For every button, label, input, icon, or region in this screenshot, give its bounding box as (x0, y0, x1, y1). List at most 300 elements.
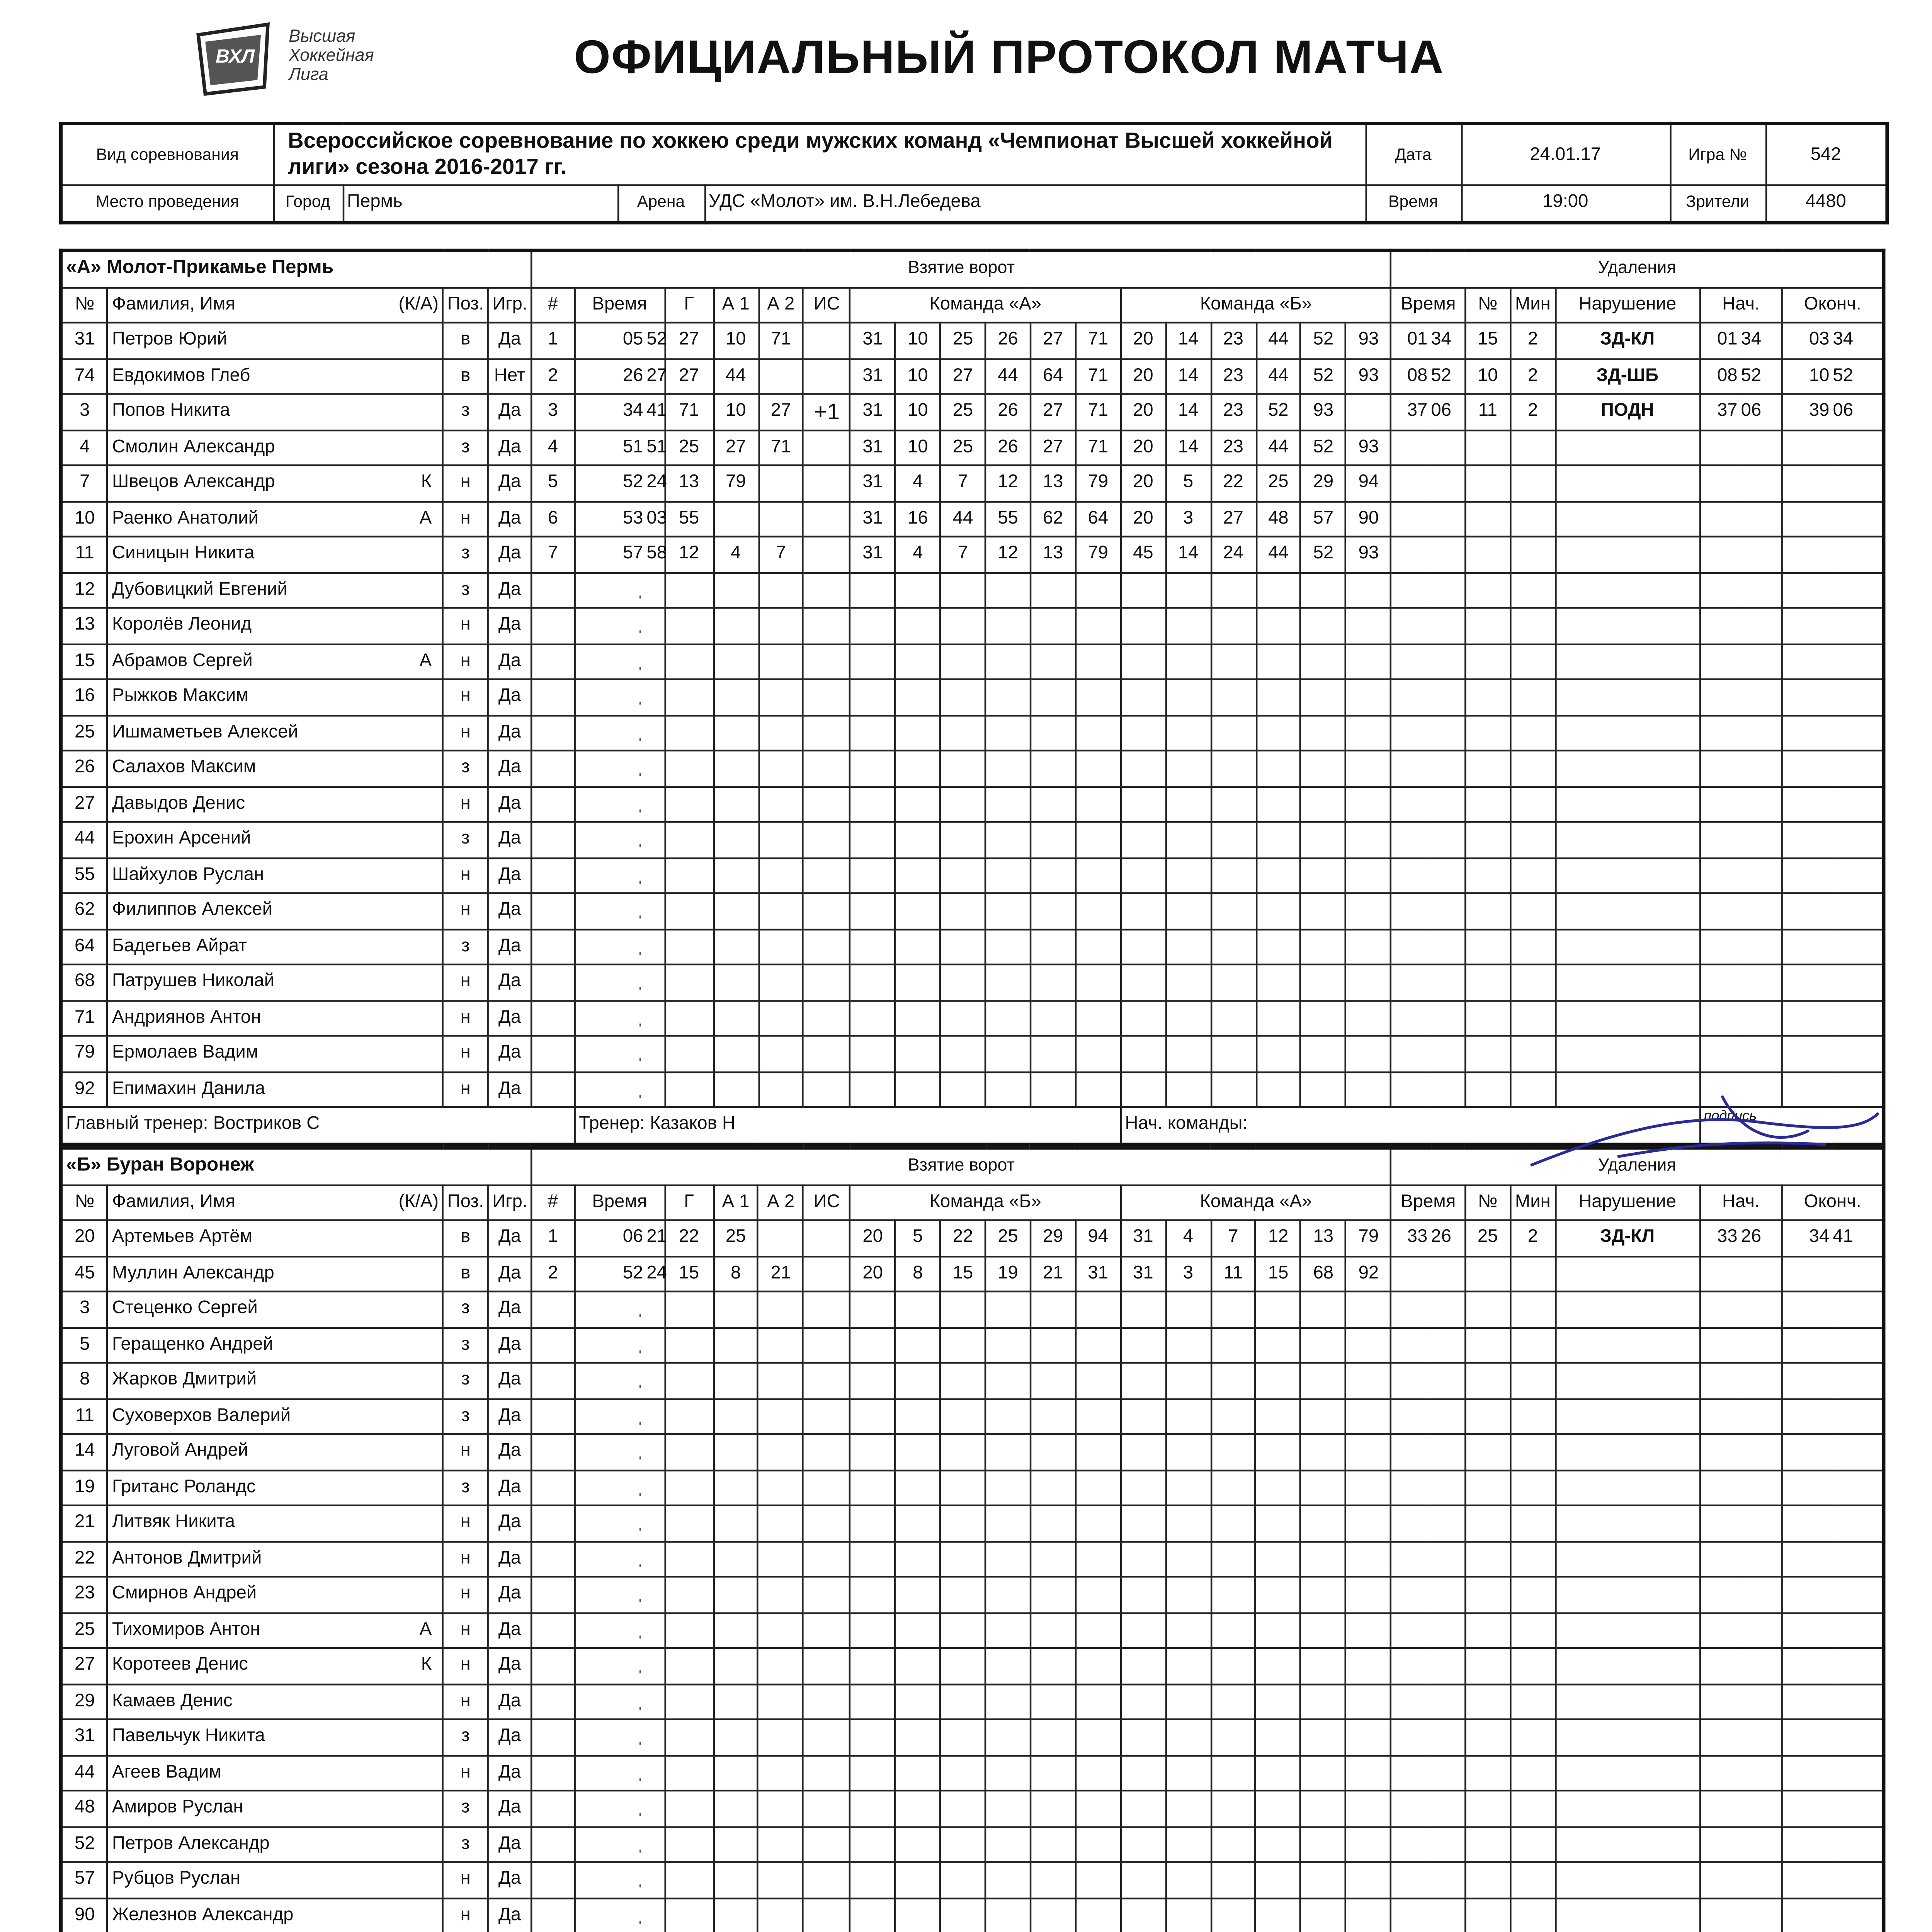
player-number: 15 (61, 643, 108, 679)
on-ice-opp: 20 (1121, 394, 1166, 430)
player-row: 71 Андриянов Антон н Да ˌ (61, 1000, 1884, 1036)
player-number: 12 (61, 572, 108, 608)
player-position: з (443, 1363, 488, 1398)
pen-time-min: 37 (1391, 394, 1431, 430)
on-ice-own: 31 (1075, 1256, 1121, 1291)
goal-assist-2: 71 (759, 430, 804, 465)
player-position: н (443, 786, 488, 822)
goal-assist-1: 10 (713, 323, 759, 358)
player-number: 16 (61, 679, 108, 715)
on-ice-own: 25 (940, 394, 986, 430)
on-ice-opp: 14 (1166, 430, 1211, 465)
player-position: з (443, 1719, 488, 1755)
goal-number: 7 (531, 537, 575, 572)
goal-time-sec: 51 (646, 430, 665, 465)
col-hash: # (531, 287, 575, 323)
player-row: 44 Агеев Вадим н Да ˌ (61, 1755, 1884, 1791)
player-name (108, 537, 443, 572)
on-ice-opp: 52 (1301, 358, 1346, 394)
player-role: А (419, 507, 432, 529)
player-number: 48 (61, 1791, 108, 1826)
player-name-text: Абрамов Сергей (112, 650, 253, 671)
player-name (108, 608, 443, 643)
player-position: н (443, 1036, 488, 1071)
pen-start-sec: 06 (1741, 394, 1782, 430)
player-row (61, 501, 1884, 536)
player-row (61, 1256, 1884, 1291)
player-number: 11 (61, 1398, 108, 1434)
player-row: 22 Антонов Дмитрий н Да ˌ (61, 1541, 1884, 1577)
col-time: Время (575, 287, 665, 323)
on-ice-own: 19 (985, 1256, 1031, 1291)
player-played: Да (488, 1505, 531, 1541)
venue-label: Место проведения (61, 185, 273, 222)
on-ice-own: 25 (940, 430, 986, 465)
player-role: К (421, 1654, 432, 1675)
goal-assist-1: 8 (713, 1256, 759, 1291)
goal-assist-2: 71 (759, 323, 804, 358)
player-played: Нет (488, 358, 531, 394)
on-ice-own: 27 (1031, 323, 1076, 358)
goal-number: 2 (531, 1256, 575, 1291)
time-label: Время (1366, 185, 1461, 222)
on-ice-opp: 44 (1256, 323, 1301, 358)
on-ice-own: 31 (850, 323, 895, 358)
player-name-text: Попов Никита (112, 400, 230, 422)
city-value: Пермь (343, 185, 617, 222)
goal-time-min: 26 (575, 358, 647, 394)
goal-time-sec: 52 (646, 323, 665, 358)
on-ice-own: 44 (985, 358, 1031, 394)
pen-start-sec: 26 (1741, 1220, 1782, 1256)
goal-assist-1: 4 (713, 537, 759, 572)
signature-scribble (1513, 1078, 1896, 1183)
player-position: н (443, 1898, 488, 1932)
player-row: 8 Жарков Дмитрий з Да ˌ (61, 1363, 1884, 1398)
goal-number: 1 (531, 323, 575, 358)
player-name-text: Железнов Александр (112, 1904, 294, 1925)
col-team-on-ice: Команда «Б» (1121, 287, 1391, 323)
on-ice-own: 94 (1075, 1220, 1121, 1256)
player-number: 52 (61, 1826, 108, 1862)
on-ice-own: 10 (895, 323, 940, 358)
player-position: н (443, 1612, 488, 1648)
player-row (61, 394, 1884, 430)
player-name-text: Салахов Максим (112, 757, 256, 778)
player-row: 16 Рыжков Максим н Да ˌ (61, 679, 1884, 715)
on-ice-opp: 7 (1211, 1220, 1256, 1256)
pen-start-min: 37 (1699, 394, 1741, 430)
col-g: Г (665, 287, 713, 323)
spectators-label: Зрители (1670, 185, 1765, 222)
player-row: 62 Филиппов Алексей н Да ˌ (61, 893, 1884, 929)
player-position: н (443, 1862, 488, 1898)
player-played: Да (488, 1684, 531, 1719)
player-played: Да (488, 608, 531, 643)
player-row: 27 Давыдов Денис н Да ˌ (61, 786, 1884, 822)
player-number: 68 (61, 964, 108, 1000)
player-number: 31 (61, 1719, 108, 1755)
player-name-text: Королёв Леонид (112, 614, 252, 636)
on-ice-opp: 93 (1301, 394, 1346, 430)
on-ice-opp: 20 (1121, 465, 1166, 501)
pen-time-sec: 06 (1431, 394, 1465, 430)
col-pen-end: Оконч. (1782, 287, 1884, 323)
player-number: 23 (61, 1577, 108, 1612)
goal-time-min: 05 (575, 323, 647, 358)
col-is: ИС (803, 1184, 850, 1220)
player-name (108, 1000, 443, 1036)
on-ice-opp: 93 (1346, 358, 1391, 394)
on-ice-own: 31 (850, 430, 895, 465)
on-ice-opp: 45 (1121, 537, 1166, 572)
team-title: «Б» Буран Воронеж (61, 1148, 531, 1185)
player-number: 10 (61, 501, 108, 536)
on-ice-opp: 14 (1166, 394, 1211, 430)
goal-number: 2 (531, 358, 575, 394)
on-ice-opp: 3 (1166, 1256, 1211, 1291)
on-ice-opp: 23 (1211, 430, 1256, 465)
player-position: н (443, 1071, 488, 1107)
pen-end-sec: 52 (1833, 358, 1883, 394)
on-ice-own: 31 (850, 537, 895, 572)
goal-time-min: 52 (575, 1256, 647, 1291)
player-row: 48 Амиров Руслан з Да ˌ (61, 1791, 1884, 1826)
pen-player: 25 (1465, 1220, 1510, 1256)
pen-time-sec: 34 (1431, 323, 1465, 358)
goal-assist-1: 79 (713, 465, 759, 501)
goal-scorer: 13 (665, 465, 713, 501)
player-played: Да (488, 501, 531, 536)
player-name (108, 572, 443, 608)
player-name-text: Антонов Дмитрий (112, 1548, 262, 1569)
player-name-text: Бадегьев Айрат (112, 935, 247, 956)
on-ice-own: 22 (940, 1220, 986, 1256)
player-number: 4 (61, 430, 108, 465)
team-title: «А» Молот-Прикамье Пермь (61, 250, 531, 287)
pen-time-min: 01 (1391, 323, 1431, 358)
player-number: 44 (61, 1755, 108, 1791)
on-ice-opp: 68 (1301, 1256, 1346, 1291)
player-position: з (443, 1291, 488, 1327)
pen-minutes: 2 (1510, 1220, 1556, 1256)
goal-situation (803, 501, 850, 536)
player-row: 13 Королёв Леонид н Да ˌ (61, 608, 1884, 643)
player-number: 57 (61, 1862, 108, 1898)
goal-assist-1 (713, 501, 759, 536)
team_b-table (59, 1146, 1885, 1932)
player-played: Да (488, 1071, 531, 1107)
game-no-label: Игра № (1670, 124, 1765, 185)
col-pos: Поз. (443, 1184, 488, 1220)
player-name-text: Коротеев Денис (112, 1654, 248, 1675)
on-ice-opp: 24 (1211, 537, 1256, 572)
player-position: з (443, 1826, 488, 1862)
coach-name: Казаков Н (650, 1113, 736, 1134)
on-ice-own: 13 (1031, 465, 1076, 501)
player-row: 57 Рубцов Руслан н Да ˌ (61, 1862, 1884, 1898)
col-a1: А 1 (713, 1184, 759, 1220)
on-ice-own: 12 (985, 465, 1031, 501)
goal-assist-2 (759, 465, 804, 501)
on-ice-opp: 20 (1121, 358, 1166, 394)
pen-end-sec: 06 (1833, 394, 1883, 430)
on-ice-opp: 23 (1211, 323, 1256, 358)
goal-number: 6 (531, 501, 575, 536)
coach (575, 1107, 1121, 1144)
on-ice-own: 26 (985, 323, 1031, 358)
player-played: Да (488, 1327, 531, 1362)
on-ice-opp: 52 (1301, 323, 1346, 358)
goal-time-min: 53 (575, 501, 647, 536)
goal-situation (803, 323, 850, 358)
player-name (108, 358, 443, 394)
head-coach-label: Главный тренер: (66, 1113, 208, 1134)
player-played: Да (488, 643, 531, 679)
player-name-text: Гританс Роландс (112, 1476, 256, 1497)
player-position: н (443, 893, 488, 929)
col-is: ИС (803, 287, 850, 323)
goal-assist-1: 44 (713, 358, 759, 394)
goal-assist-1: 10 (713, 394, 759, 430)
player-position: з (443, 572, 488, 608)
pen-time-min: 08 (1391, 358, 1431, 394)
on-ice-opp: 12 (1256, 1220, 1301, 1256)
player-played: Да (488, 394, 531, 430)
player-row: 15 Абрамов Сергей А н Да ˌ (61, 643, 1884, 679)
player-played: Да (488, 715, 531, 750)
player-played: Да (488, 1648, 531, 1684)
col-team-on-ice: Команда «А» (850, 287, 1121, 323)
on-ice-own: 27 (940, 358, 986, 394)
player-number: 3 (61, 1291, 108, 1327)
on-ice-opp: 5 (1166, 465, 1211, 501)
on-ice-own: 16 (895, 501, 940, 536)
col-a2: А 2 (759, 287, 804, 323)
goal-time-sec: 58 (646, 537, 665, 572)
goal-time-min: 57 (575, 537, 647, 572)
logo-text: Высшая Хоккейная Лига (289, 28, 374, 85)
player-position: н (443, 715, 488, 750)
on-ice-own: 31 (850, 465, 895, 501)
player-number: 5 (61, 1327, 108, 1362)
on-ice-opp: 15 (1256, 1256, 1301, 1291)
player-name (108, 1755, 443, 1791)
player-name (108, 929, 443, 964)
player-position: н (443, 964, 488, 1000)
col-ka: (К/А) (398, 1191, 439, 1212)
player-name-text: Рыжков Максим (112, 685, 248, 707)
on-ice-own: 15 (940, 1256, 986, 1291)
team_a-table (59, 249, 1885, 1145)
col-a2: А 2 (758, 1184, 803, 1220)
logo-initials: ВХЛ (216, 47, 255, 68)
player-name-text: Ермолаев Вадим (112, 1042, 259, 1063)
on-ice-own: 12 (985, 537, 1031, 572)
player-played: Да (488, 1791, 531, 1826)
player-row: 31 Павельчук Никита з Да ˌ (61, 1719, 1884, 1755)
player-number: 74 (61, 358, 108, 394)
player-name (108, 964, 443, 1000)
player-name (108, 1434, 443, 1469)
col-played: Игр. (488, 287, 531, 323)
pen-violation: ЗД-КЛ (1555, 323, 1699, 358)
player-name (108, 1470, 443, 1505)
player-number: 13 (61, 608, 108, 643)
pen-minutes: 2 (1510, 358, 1556, 394)
pen-end-sec: 41 (1833, 1220, 1884, 1256)
on-ice-own: 10 (895, 358, 940, 394)
player-name-text: Дубовицкий Евгений (112, 578, 287, 600)
pen-end-min: 34 (1782, 1220, 1833, 1256)
player-row: 27 Коротеев Денис К н Да ˌ (61, 1648, 1884, 1684)
on-ice-opp: 14 (1166, 323, 1211, 358)
player-number: 25 (61, 1612, 108, 1648)
goal-assist-2 (758, 1220, 803, 1256)
on-ice-opp: 52 (1256, 394, 1301, 430)
goal-scorer: 12 (665, 537, 713, 572)
on-ice-own: 13 (1031, 537, 1076, 572)
player-played: Да (488, 1291, 531, 1327)
on-ice-own: 29 (1031, 1220, 1076, 1256)
on-ice-opp: 93 (1346, 323, 1391, 358)
on-ice-opp: 20 (1121, 430, 1166, 465)
player-played: Да (488, 1862, 531, 1898)
player-position: з (443, 1470, 488, 1505)
player-position: з (443, 1398, 488, 1434)
player-name-text: Шайхулов Руслан (112, 864, 264, 885)
player-position: з (443, 929, 488, 964)
pen-violation: ЗД-КЛ (1555, 1220, 1699, 1256)
player-name (108, 1862, 443, 1898)
player-row: 79 Ермолаев Вадим н Да ˌ (61, 1036, 1884, 1071)
on-ice-opp: 79 (1346, 1220, 1391, 1256)
player-name (108, 501, 443, 536)
player-position: з (443, 750, 488, 786)
player-row: 23 Смирнов Андрей н Да ˌ (61, 1577, 1884, 1612)
player-name-text: Синицын Никита (112, 543, 255, 564)
player-name-text: Патрушев Николай (112, 971, 275, 992)
col-pen-time: Время (1391, 1184, 1465, 1220)
on-ice-opp: 44 (1256, 358, 1301, 394)
goal-time-sec: 27 (646, 358, 665, 394)
player-position: н (443, 1648, 488, 1684)
player-name (108, 1719, 443, 1755)
player-played: Да (488, 1363, 531, 1398)
player-played: Да (488, 822, 531, 857)
pen-start-min: 08 (1699, 358, 1741, 394)
pen-minutes: 2 (1510, 323, 1556, 358)
pen-violation: ЗД-ШБ (1555, 358, 1699, 394)
player-number: 29 (61, 1684, 108, 1719)
on-ice-opp: 22 (1211, 465, 1256, 501)
on-ice-opp: 48 (1256, 501, 1301, 536)
player-name-text: Епимахин Данила (112, 1078, 265, 1099)
player-position: н (443, 465, 488, 501)
on-ice-own: 64 (1031, 358, 1076, 394)
on-ice-own: 8 (895, 1256, 940, 1291)
on-ice-opp: 44 (1256, 430, 1301, 465)
goal-assist-2: 21 (758, 1256, 803, 1291)
player-number: 62 (61, 893, 108, 929)
player-position: в (443, 323, 488, 358)
player-name (108, 1577, 443, 1612)
on-ice-opp: 57 (1301, 501, 1346, 536)
col-time: Время (575, 1184, 665, 1220)
player-row: 25 Тихомиров Антон А н Да ˌ (61, 1612, 1884, 1648)
player-number: 3 (61, 394, 108, 430)
player-name (108, 1398, 443, 1434)
col-pos: Поз. (443, 287, 488, 323)
player-played: Да (488, 679, 531, 715)
player-name-text: Смолин Александр (112, 436, 275, 457)
player-number: 90 (61, 1898, 108, 1932)
player-position: н (443, 1541, 488, 1577)
on-ice-own: 55 (985, 501, 1031, 536)
player-row: 25 Ишмаметьев Алексей н Да ˌ (61, 715, 1884, 750)
page-title: ОФИЦИАЛЬНЫЙ ПРОТОКОЛ МАТЧА (574, 31, 1444, 84)
player-name (108, 1826, 443, 1862)
on-ice-own: 79 (1075, 537, 1121, 572)
goal-assist-1: 27 (713, 430, 759, 465)
pen-player: 11 (1465, 394, 1510, 430)
on-ice-opp: 52 (1301, 430, 1346, 465)
on-ice-own: 10 (895, 394, 940, 430)
on-ice-own: 7 (940, 537, 986, 572)
col-pen-no: № (1465, 1184, 1510, 1220)
player-played: Да (488, 1755, 531, 1791)
player-name (108, 893, 443, 929)
player-row: 29 Камаев Денис н Да ˌ (61, 1684, 1884, 1719)
goal-situation (803, 465, 850, 501)
competition-name: Всероссийское соревнование по хоккею среди мужских команд «Чемпионат Высшей хоккейной лиги» сезона 2016-2017 гг. (273, 124, 1366, 185)
competition-label: Вид соревнования (61, 124, 273, 185)
player-name-text: Евдокимов Глеб (112, 365, 250, 386)
col-g: Г (665, 1184, 713, 1220)
on-ice-opp: 31 (1121, 1220, 1166, 1256)
arena-value: УДС «Молот» им. В.Н.Лебедева (704, 185, 1366, 222)
on-ice-opp: 93 (1346, 537, 1391, 572)
player-row: 52 Петров Александр з Да ˌ (61, 1826, 1884, 1862)
player-row: 68 Патрушев Николай н Да ˌ (61, 964, 1884, 1000)
on-ice-own: 21 (1031, 1256, 1076, 1291)
player-position: н (443, 1434, 488, 1469)
goal-time-min: 06 (575, 1220, 647, 1256)
player-number: 26 (61, 750, 108, 786)
on-ice-own: 5 (895, 1220, 940, 1256)
player-played: Да (488, 1220, 531, 1256)
pen-player: 15 (1465, 323, 1510, 358)
player-name (108, 1363, 443, 1398)
goal-situation (803, 537, 850, 572)
goal-assist-1: 25 (713, 1220, 759, 1256)
on-ice-opp: 31 (1121, 1256, 1166, 1291)
player-position: з (443, 1327, 488, 1362)
on-ice-own: 4 (895, 537, 940, 572)
pen-player: 10 (1465, 358, 1510, 394)
player-position: н (443, 857, 488, 893)
on-ice-own: 20 (850, 1220, 895, 1256)
player-name (108, 1541, 443, 1577)
player-position: в (443, 1220, 488, 1256)
player-played: Да (488, 786, 531, 822)
player-number: 14 (61, 1434, 108, 1469)
col-pen-end: Оконч. (1782, 1184, 1884, 1220)
col-pen-min: Мин (1510, 287, 1556, 323)
player-position: в (443, 358, 488, 394)
pen-end-min: 03 (1782, 323, 1833, 358)
goal-situation (803, 430, 850, 465)
